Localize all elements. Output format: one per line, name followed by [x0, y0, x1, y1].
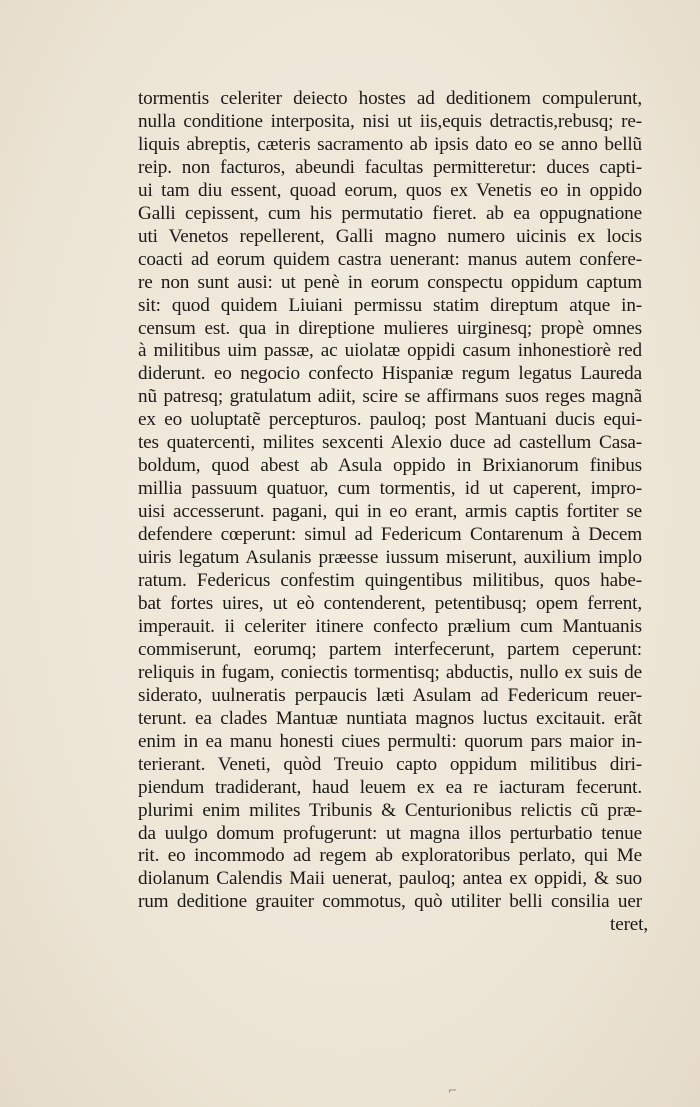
- text-line: commiserunt, eorumq; partem interfecerunt, partem ceperunt:: [138, 638, 642, 660]
- text-line: piendum tradiderant, haud leuem ex ea re iacturam fecerunt.: [138, 776, 642, 798]
- text-line: diderunt. eo negocio confecto Hispaniæ regum legatus Laureda: [138, 363, 642, 385]
- text-line: à militibus uim passæ, ac uiolatæ oppidi casum inhonestiorè red: [138, 340, 642, 362]
- text-line: rum deditione grauiter commotus, quò utiliter belli consilia uer: [138, 891, 642, 913]
- text-line: bat fortes uires, ut eò contenderent, petentibusq; opem ferrent,: [138, 592, 642, 614]
- text-line: siderato, uulneratis perpaucis læti Asulam ad Federicum reuer-: [138, 684, 642, 706]
- body-text: [138, 88, 658, 937]
- text-line: da uulgo domum profugerunt: ut magna illos perturbatio tenue: [138, 822, 642, 844]
- text-line: boldum, quod abest ab Asula oppido in Brixianorum finibus: [138, 455, 642, 477]
- text-line: re non sunt ausi: ut penè in eorum conspectu oppidum captum: [138, 271, 642, 293]
- text-line: reliquis in fugam, coniectis tormentisq; abductis, nullo ex suis de: [138, 661, 642, 683]
- text-line: nulla conditione interposita, nisi ut iis,equis detractis,rebusq; re-: [138, 110, 642, 132]
- text-line: uti Venetos repellerent, Galli magno numero uicinis ex locis: [138, 225, 642, 247]
- text-line: terunt. ea clades Mantuæ nuntiata magnos luctus excitauit. erãt: [138, 707, 642, 729]
- text-line: Galli cepissent, cum his permutatio fieret. ab ea oppugnatione: [138, 202, 642, 224]
- text-line: uisi accesserunt. pagani, qui in eo erant, armis captis fortiter se: [138, 501, 642, 523]
- catchword: teret,: [610, 914, 648, 936]
- text-line: ex eo uoluptatẽ percepturos. pauloq; post Mantuani ducis equi-: [138, 409, 642, 431]
- text-line: ratum. Federicus confestim quingentibus militibus, quos habe-: [138, 570, 642, 592]
- text-line: censum est. qua in direptione mulieres uirginesq; propè omnes: [138, 317, 642, 339]
- text-line: sit: quod quidem Liuiani permissu statim direptum atque in-: [138, 294, 642, 316]
- text-line: imperauit. ii celeriter itinere confecto prælium cum Mantuanis: [138, 615, 642, 637]
- text-line: millia passuum quatuor, cum tormentis, id ut caperent, impro-: [138, 478, 642, 500]
- text-line: coacti ad eorum quidem castra uenerant: manus autem confere-: [138, 248, 642, 270]
- text-line: terierant. Veneti, quòd Treuio capto oppidum militibus diri-: [138, 753, 642, 775]
- text-line: ui tam diu essent, quoad eorum, quos ex Venetis eo in oppido: [138, 179, 642, 201]
- page-mark-icon: ⌐: [448, 1084, 458, 1097]
- text-line: plurimi enim milites Tribunis & Centurionibus relictis cũ præ-: [138, 799, 642, 821]
- text-line: liquis abreptis, cæteris sacramento ab ipsis dato eo se anno bellũ: [138, 133, 642, 155]
- text-line: uiris legatum Asulanis præesse iussum miserunt, auxilium implo: [138, 547, 642, 569]
- text-line: defendere cœperunt: simul ad Federicum Contarenum à Decem: [138, 524, 642, 546]
- text-line: diolanum Calendis Maii uenerat, pauloq; antea ex oppidi, & suo: [138, 868, 642, 890]
- text-line: rit. eo incommodo ad regem ab exploratoribus perlato, qui Me: [138, 845, 642, 867]
- text-line: tormentis celeriter deiecto hostes ad deditionem compulerunt,: [138, 88, 642, 109]
- text-line: tes quatercenti, milites sexcenti Alexio duce ad castellum Casa-: [138, 432, 642, 454]
- text-line: enim in ea manu honesti ciues permulti: quorum pars maior in-: [138, 730, 642, 752]
- text-line: reip. non facturos, abeundi facultas permitteretur: duces capti-: [138, 156, 642, 178]
- text-line: nũ patresq; gratulatum adiit, scire se affirmans suos reges magnã: [138, 386, 642, 408]
